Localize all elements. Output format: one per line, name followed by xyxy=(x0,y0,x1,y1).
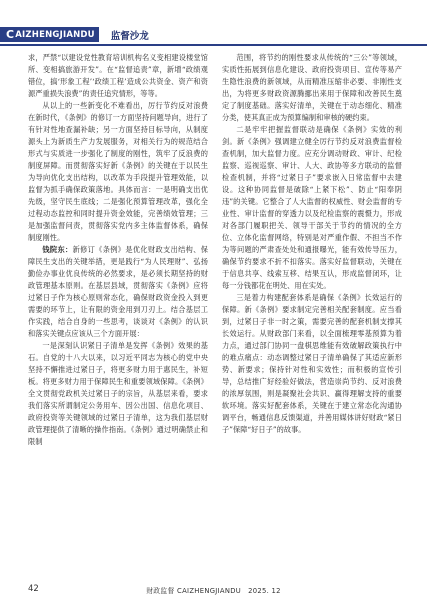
header-rule xyxy=(0,44,427,46)
brand-initial: C xyxy=(6,28,15,41)
journal-brand xyxy=(0,27,149,42)
brand-logo xyxy=(0,27,99,42)
paragraph: 求，严禁“以建设党性教育培训机构名义变相建设楼堂馆所、变相搞旅游开发”。在“监督追责”章，新增“政绩观错位，搞‘形象工程’‘政绩工程’造成公共资金、资产和资源严重损失浪费”的责任追究情形，等等。 xyxy=(28,53,208,98)
right-column xyxy=(222,52,402,572)
left-column xyxy=(28,52,208,572)
section-title: 监督沙龙 xyxy=(110,30,149,42)
page-footer xyxy=(0,584,427,598)
brand-name: AIZHENGJIANDU xyxy=(15,29,95,40)
paragraph xyxy=(28,244,208,340)
page-number: 42 xyxy=(28,584,39,594)
page-header xyxy=(0,0,427,46)
paragraph: 从以上的一些新变化不难看出，厉行节约反对浪费在新时代，《条例》的修订一方面坚持问题导向，进行了有针对性地查漏补缺；另一方面坚持目标导向，从制度源头上为新质生产力发展服务，对相关行为的规范结合形式与实质进一步强化了制度的刚性，筑牢了反浪费的制度屏障。而贯彻落实好新《条例》的关键在于以民生为导向优化支出结构，以改革为手段提升管理效能，以监督为抓手确保政策落地。具体而言：一是明确支出优先级，坚守民生底线；二是强化预算管理改革，强化全过程动态监控和同时提升资金效能，完善绩效管理；三是加强监督问责，贯彻落实党内多主体监督体系，确保制度刚性。 xyxy=(28,101,208,242)
paragraph: 二是牢牢把握监督联动是确保《条例》实效的利剑。新《条例》强调建立健全厉行节约反对浪费监督检查机制，加大监督力度。应充分调动财政、审计、纪检监察、巡视巡察、审计、人大、政协等多方联动的监督检查机制，并将“过紧日子”要求嵌入日常监督中去建设。这种协同监督是破除“上紧下松”、防止“阳奉阴违”的关键。它整合了人大监督的权威性、财会监督的专业性、审计监督的穿透力以及纪检监察的震慑力，形成对各部门履职把关、领导干部关于节约的情况的全方位、立体化监督网络，特别是对严重作假、不担当不作为等问题的严肃查处处和通报曝光，能有效传导压力，确保节约要求不折不扣落实。落实好监督联动，关键在于信息共享、线索互移、结果互认，形成监督闭环，让每一分钱都花在明处、用在实处。 xyxy=(222,125,402,290)
paragraph: 一是深刻认识紧日子清单是发挥《条例》效果的基石。自党的十八大以来，以习近平同志为核心的党中央坚持不懈推进过紧日子，将更多财力用于惠民生，补短板。将更多财力用于保障民生和重要领域保障。《条例》全文贯彻党政机关过紧日子的宗旨，从基层来看，要求我们落实所谓制定公务用车、因公出国、信息化项目、政府投资等关键领域的过紧日子清单，这为我们基层财政管理提供了清晰的操作指南。《条例》通过明确禁止和限制 xyxy=(28,341,208,446)
journal-footer: 财政监督 CAIZHENGJIANDU 2025. 12 xyxy=(146,587,281,595)
paragraph: 范围，将节约的刚性要求从传统的“三公”等领域，实质性拓展到信息化建设、政府投资项目、宣传等易产生隐性浪费的新领域，从而精准压缩非必要、非刚性支出，为将更多财政资源腾挪出来用于保障和改善民生奠定了制度基础。落实好清单，关键在于动态细化、精准分类，使其真正成为预算编制和审核的硬约束。 xyxy=(222,53,402,122)
paragraph: 三是着力构建配套体系是确保《条例》长效运行的保障。新《条例》要求制定完善相关配套制度。应当看到，过紧日子非一时之策，需要完善的配套机制支撑其长效运行。从财政部门来看，以全面梳理零基预算为着力点，通过部门协同一盘棋思维能有效破解政策执行中的难点痛点：动态调整过紧日子清单确保了其适应新形势、新要求；保持针对性和实效性；而积极的宣传引导，总结推广好经验好做法，营造崇尚节约、反对浪费的浓厚氛围，则是凝聚社会共识、赢得理解支持的重要软环境。落实好配套体系，关键在于建立常态化沟通协调平台，畅通信息反馈渠道，并善用媒体讲好财政“紧日子”保障“好日子”的故事。 xyxy=(222,293,402,434)
paragraph-text: 新修订《条例》是优化财政支出结构、保障民生支出的关键举措，更是践行“为人民理财”、弘扬勤俭办事业优良传统的必然要求，是必须长期坚持的财政管理基本原则。在基层县域，贯彻落实《条例》应将过紧日子作为核心原则常态化，确保财政资金投入到更需要的环节上，让有限的资金用到刀刃上。结合基层工作实践，结合自身的一些思考，谈谈对《条例》的认识和落实关键点应该从三个方面开展： xyxy=(28,245,208,338)
speaker-name: 钱院东： xyxy=(42,245,73,254)
